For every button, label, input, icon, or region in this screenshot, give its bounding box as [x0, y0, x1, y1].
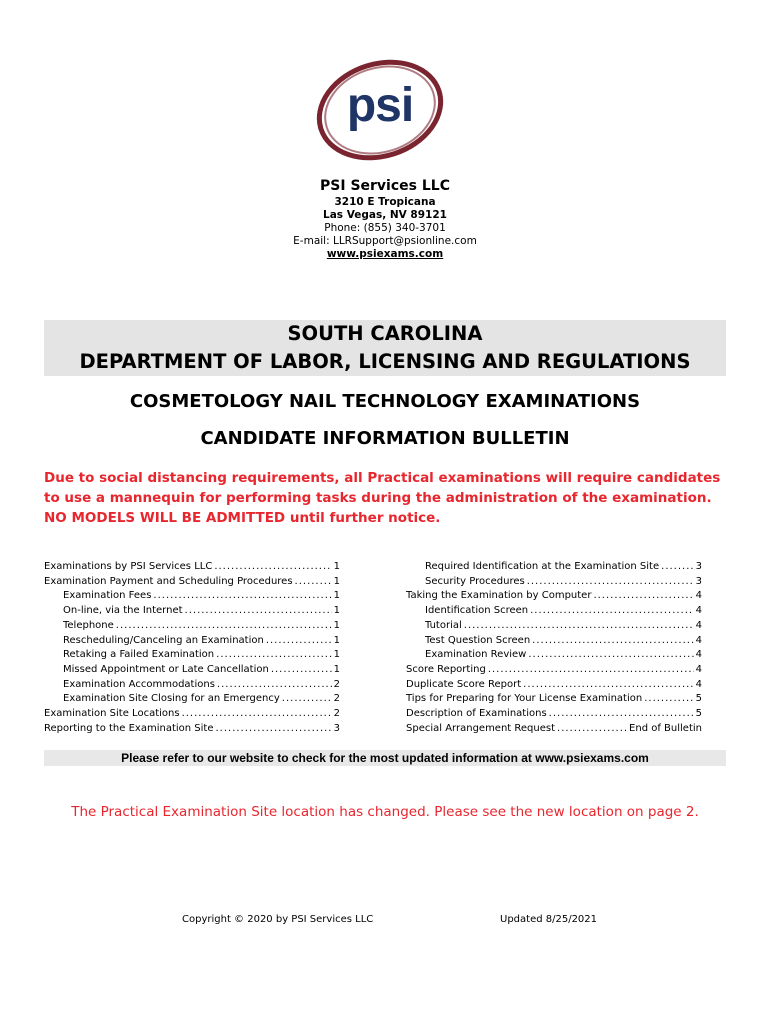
toc-entry[interactable] [44, 663, 340, 678]
toc-entry[interactable] [44, 722, 340, 737]
toc-entry-page: 1 [333, 634, 340, 646]
toc-entry-label: Identification Screen [425, 605, 529, 617]
toc-entry-page: 4 [695, 619, 702, 631]
toc-leader-dots [185, 604, 332, 619]
toc-leader-dots [216, 648, 331, 663]
toc-entry-label: Duplicate Score Report [406, 678, 522, 690]
toc-left-column [44, 560, 340, 736]
toc-entry-label: Tutorial [425, 619, 462, 631]
state-name: SOUTH CAROLINA [287, 322, 483, 345]
toc-entry[interactable] [406, 589, 702, 604]
toc-entry-label: Missed Appointment or Late Cancellation [63, 663, 269, 675]
toc-entry[interactable] [406, 619, 702, 634]
toc-entry[interactable] [406, 634, 702, 649]
toc-leader-dots [593, 589, 693, 604]
company-phone: Phone: (855) 340-3701 [324, 222, 446, 234]
toc-entry-page: 4 [695, 634, 702, 646]
toc-entry-label: Examination Accommodations [63, 678, 215, 690]
toc-entry-page: 1 [333, 619, 340, 631]
toc-entry[interactable] [44, 707, 340, 722]
toc-leader-dots [182, 707, 332, 722]
company-info [0, 176, 770, 261]
toc-leader-dots [266, 634, 332, 649]
toc-entry-page: 4 [695, 678, 702, 690]
toc-entry[interactable] [44, 648, 340, 663]
toc-entry-page: 2 [333, 678, 340, 690]
toc-entry-page: End of Bulletin [629, 722, 702, 734]
toc-leader-dots [282, 692, 332, 707]
toc-leader-dots [116, 619, 332, 634]
toc-entry[interactable] [406, 560, 702, 575]
toc-entry-page: 4 [695, 590, 702, 602]
toc-entry-page: 3 [695, 575, 702, 587]
toc-entry-label: Examinations by PSI Services LLC [44, 561, 213, 572]
exam-title: COSMETOLOGY NAIL TECHNOLOGY EXAMINATIONS [129, 391, 641, 412]
company-website-link[interactable]: www.psiexams.com [326, 248, 444, 260]
toc-entry[interactable] [44, 692, 340, 707]
psi-logo [310, 58, 455, 170]
toc-entry[interactable] [44, 634, 340, 649]
toc-entry-page: 4 [695, 663, 702, 675]
toc-entry[interactable] [406, 707, 702, 722]
toc-entry-label: Examination Fees [63, 590, 152, 602]
toc-leader-dots [295, 575, 332, 590]
toc-entry-label: Description of Examinations [406, 708, 547, 720]
toc-entry-page: 5 [695, 693, 702, 705]
toc-leader-dots [530, 604, 694, 619]
toc-entry[interactable] [44, 560, 340, 575]
toc-entry-page: 1 [333, 590, 340, 602]
toc-entry-page: 4 [695, 605, 702, 617]
toc-leader-dots [217, 678, 332, 693]
toc-entry-label: Test Question Screen [425, 634, 531, 646]
bulletin-title: CANDIDATE INFORMATION BULLETIN [200, 428, 570, 449]
toc-entry-label: Tips for Preparing for Your License Examination [406, 693, 643, 705]
toc-entry[interactable] [406, 692, 702, 707]
toc-entry-label: Taking the Examination by Computer [406, 590, 592, 602]
toc-leader-dots [153, 589, 331, 604]
toc-entry-label: On-line, via the Internet [63, 605, 183, 617]
toc-entry-label: Examination Payment and Scheduling Procedures [44, 575, 293, 587]
toc-entry-label: Retaking a Failed Examination [63, 649, 215, 661]
toc-entry-label: Security Procedures [425, 575, 525, 587]
toc-entry-label: Examination Site Closing for an Emergency [63, 693, 280, 705]
toc-entry-page: 1 [333, 649, 340, 661]
toc-right-column [406, 560, 702, 736]
toc-entry[interactable] [406, 604, 702, 619]
toc-entry-page: 2 [333, 708, 340, 720]
toc-entry-label: Special Arrangement Request [406, 722, 556, 734]
toc-leader-dots [488, 663, 694, 678]
toc-entry-page: 1 [333, 605, 340, 617]
company-name: PSI Services LLC [320, 178, 450, 194]
updated-date: Updated 8/25/2021 [500, 914, 598, 925]
toc-entry-page: 4 [695, 649, 702, 661]
toc-leader-dots [661, 560, 693, 575]
toc-entry[interactable] [44, 604, 340, 619]
toc-entry[interactable] [406, 575, 702, 590]
logo-text: psi [346, 79, 414, 132]
toc-entry[interactable] [406, 722, 702, 737]
toc-entry[interactable] [406, 663, 702, 678]
company-email: E-mail: LLRSupport@psionline.com [293, 235, 477, 247]
toc-entry-page: 2 [333, 693, 340, 705]
toc-entry-label: Examination Review [425, 649, 527, 661]
distancing-notice: Due to social distancing requirements, all Practical examinations will require candidates to use a mannequin for performing tasks during the administration of the examination. NO MODELS WILL BE ADMITTED until further notice. [44, 470, 721, 526]
toc-leader-dots [532, 634, 693, 649]
toc-leader-dots [271, 663, 332, 678]
toc-leader-dots [527, 575, 694, 590]
toc-entry-label: Examination Site Locations [44, 708, 180, 720]
toc-entry-label: Rescheduling/Canceling an Examination [63, 634, 264, 646]
toc-entry-label: Telephone [63, 619, 114, 631]
toc-leader-dots [523, 678, 693, 693]
toc-leader-dots [528, 648, 693, 663]
toc-entry-label: Required Identification at the Examination Site [425, 561, 660, 572]
toc-entry-page: 1 [333, 663, 340, 675]
department-name: DEPARTMENT OF LABOR, LICENSING AND REGULATIONS [79, 350, 691, 373]
toc-entry[interactable] [44, 619, 340, 634]
toc-entry-page: 3 [333, 722, 340, 734]
toc-entry[interactable] [406, 648, 702, 663]
toc-leader-dots [464, 619, 694, 634]
toc-leader-dots [215, 722, 331, 737]
toc-entry-page: 1 [333, 561, 340, 572]
site-changed-notice: The Practical Examination Site location has changed. Please see the new location on page 2. [71, 804, 699, 820]
state-banner [0, 320, 770, 376]
toc-entry[interactable] [44, 575, 340, 590]
toc-entry[interactable] [44, 589, 340, 604]
copyright-text: Copyright © 2020 by PSI Services LLC [182, 914, 374, 925]
toc-leader-dots [644, 692, 693, 707]
toc-entry-page: 1 [333, 575, 340, 587]
toc-entry-label: Reporting to the Examination Site [44, 722, 214, 734]
toc-entry[interactable] [44, 678, 340, 693]
company-city: Las Vegas, NV 89121 [323, 209, 447, 221]
toc-entry-label: Score Reporting [406, 663, 486, 675]
toc-leader-dots [549, 707, 694, 722]
toc-entry-page: 3 [695, 561, 702, 572]
toc-leader-dots [214, 560, 331, 575]
toc-leader-dots [557, 722, 627, 737]
company-street: 3210 E Tropicana [334, 196, 436, 208]
website-refer-note: Please refer to our website to check for the most updated information at www.psiexams.com [121, 751, 649, 765]
toc-entry[interactable] [406, 678, 702, 693]
toc-entry-page: 5 [695, 708, 702, 720]
